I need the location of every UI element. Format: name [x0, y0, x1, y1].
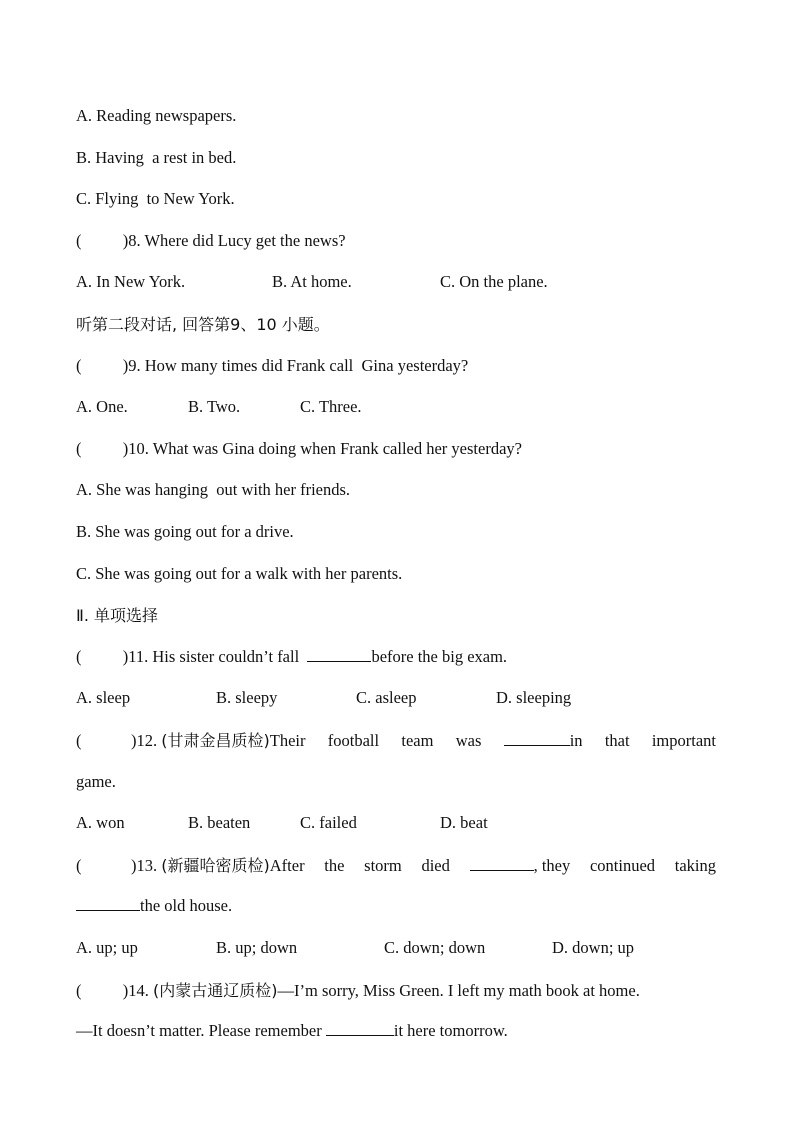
- q8-stem: ( )8. Where did Lucy get the news?: [76, 231, 346, 250]
- section-note: 听第二段对话, 回答第9、10 小题。: [76, 315, 330, 334]
- q11-option-c: C. asleep: [356, 688, 417, 707]
- answer-blank: [470, 855, 534, 871]
- q9-option-c: C. Three.: [300, 397, 362, 416]
- q9-option-a: A. One.: [76, 397, 128, 416]
- q13-option-c: C. down; down: [384, 938, 486, 957]
- q11-option-b: B. sleepy: [216, 688, 278, 707]
- q13-option-b: B. up; down: [216, 938, 298, 957]
- q12-option-c: C. failed: [300, 813, 357, 832]
- q11-option-a: A. sleep: [76, 688, 131, 707]
- answer-blank: [504, 730, 570, 746]
- answer-blank: [307, 646, 371, 662]
- q8-option-a: A. In New York.: [76, 272, 186, 291]
- q13-stem-continued: the old house.: [76, 895, 232, 917]
- q8-option-b: B. At home.: [272, 272, 352, 291]
- q14-stem: ( )14. (内蒙古通辽质检)—I’m sorry, Miss Green. I left my math book at home.: [76, 981, 640, 1000]
- q10-option-a: A. She was hanging out with her friends.: [76, 480, 351, 499]
- q12-stem: ( )12. (甘肃金昌质检)Their football team was in that important: [76, 731, 716, 750]
- q10-stem: ( )10. What was Gina doing when Frank called her yesterday?: [76, 439, 522, 458]
- q11-option-d: D. sleeping: [496, 688, 572, 707]
- q12-option-a: A. won: [76, 813, 125, 832]
- answer-blank: [326, 1020, 394, 1036]
- q14-reply: —It doesn’t matter. Please remember it here tomorrow.: [76, 1021, 508, 1040]
- q13-option-a: A. up; up: [76, 938, 138, 957]
- q12-option-b: B. beaten: [188, 813, 251, 832]
- q13-option-d: D. down; up: [552, 938, 635, 957]
- q8-option-c: C. On the plane.: [440, 272, 548, 291]
- q10-option-b: B. She was going out for a drive.: [76, 522, 294, 541]
- q12-option-d: D. beat: [440, 813, 488, 832]
- q9-option-b: B. Two.: [188, 397, 241, 416]
- answer-blank: [76, 895, 140, 911]
- q14-source: (内蒙古通辽质检): [153, 981, 278, 1000]
- q12-source: (甘肃金昌质检): [161, 731, 270, 750]
- q13-stem: ( )13. (新疆哈密质检)After the storm died , they continued taking: [76, 856, 716, 875]
- q7-option-c: C. Flying to New York.: [76, 189, 235, 208]
- q13-source: (新疆哈密质检): [161, 856, 270, 875]
- q10-option-c: C. She was going out for a walk with her parents.: [76, 564, 403, 583]
- q7-option-b: B. Having a rest in bed.: [76, 148, 237, 167]
- q12-stem-continued: game.: [76, 772, 116, 791]
- q7-option-a: A. Reading newspapers.: [76, 106, 237, 125]
- section-heading: Ⅱ. 单项选择: [76, 606, 159, 625]
- q9-stem: ( )9. How many times did Frank call Gina yesterday?: [76, 356, 469, 375]
- q11-stem: ( )11. His sister couldn’t fall before the big exam.: [76, 647, 508, 666]
